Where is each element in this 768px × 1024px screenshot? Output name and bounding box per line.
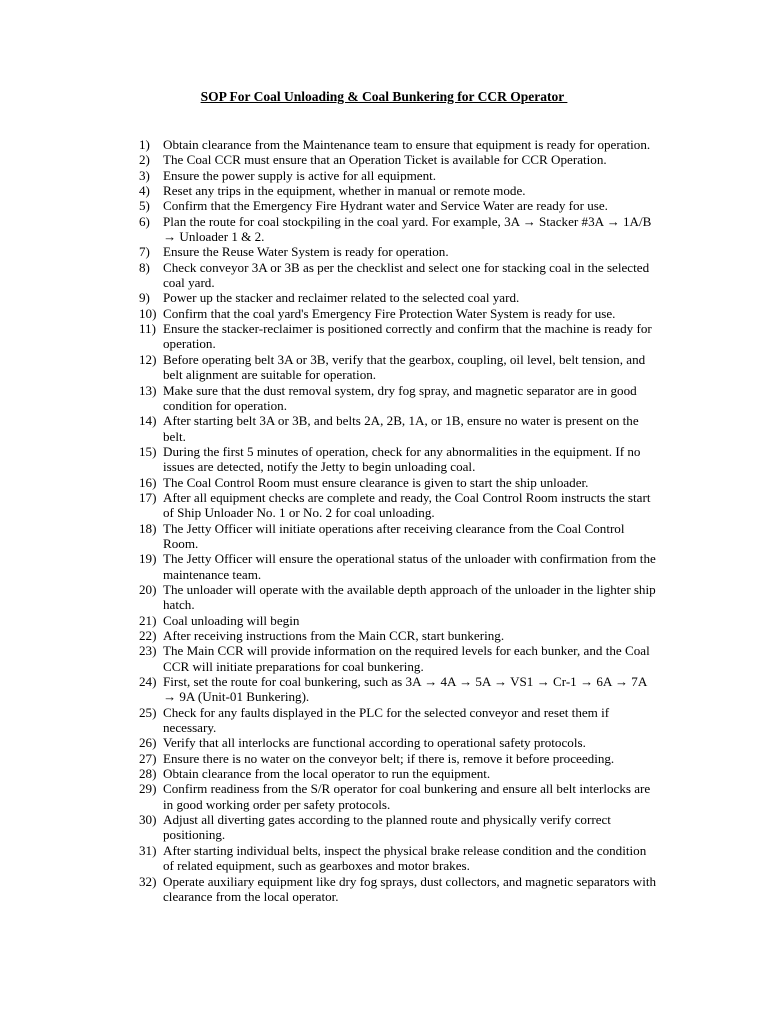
- procedure-step: [139, 751, 659, 766]
- step-number: 6): [139, 213, 150, 229]
- step-number: 29): [139, 781, 157, 797]
- procedure-step: [139, 643, 659, 674]
- procedure-step: [139, 306, 659, 321]
- procedure-step: [139, 444, 659, 475]
- step-number: 14): [139, 413, 157, 429]
- procedure-step: [139, 613, 659, 628]
- procedure-step: [139, 214, 659, 245]
- step-text: The Main CCR will provide information on the required levels for each bunker, and the Coal CCR will initiate preparations for coal bunkering.: [163, 643, 650, 674]
- step-text: After receiving instructions from the Main CCR, start bunkering.: [163, 628, 505, 643]
- step-text: Ensure the Reuse Water System is ready for operation.: [163, 244, 449, 260]
- step-number: 13): [139, 382, 157, 398]
- procedure-step: [139, 244, 659, 259]
- step-text: Power up the stacker and reclaimer related to the selected coal yard.: [163, 290, 520, 306]
- step-text: Make sure that the dust removal system, dry fog spray, and magnetic separator are in good condition for operation.: [163, 382, 637, 413]
- step-text: Check conveyor 3A or 3B as per the checklist and select one for stacking coal in the selected coal yard.: [163, 259, 650, 291]
- step-text: Confirm readiness from the S/R operator for coal bunkering and ensure all belt interlocks are in good working order per safety protocols.: [163, 781, 651, 812]
- step-number: 27): [139, 750, 157, 766]
- procedure-step: [139, 475, 659, 490]
- document-title: SOP For Coal Unloading & Coal Bunkering for CCR Operator: [200, 89, 568, 104]
- step-text: During the first 5 minutes of operation, check for any abnormalities in the equipment. If no issues are detected, notify the Jetty to begin unloading coal.: [163, 443, 641, 475]
- procedure-step: [139, 290, 659, 305]
- step-number: 20): [139, 581, 157, 597]
- procedure-steps-list: [139, 137, 659, 904]
- step-number: 25): [139, 704, 157, 720]
- step-number: 12): [139, 351, 157, 367]
- step-number: 5): [139, 198, 150, 214]
- step-number: 31): [139, 842, 157, 858]
- step-text: Confirm that the Emergency Fire Hydrant water and Service Water are ready for use.: [163, 198, 608, 214]
- procedure-step: [139, 198, 659, 213]
- procedure-step: [139, 260, 659, 291]
- procedure-step: [139, 490, 659, 521]
- step-text: Ensure the stacker-reclaimer is positioned correctly and confirm that the machine is ready for operation.: [163, 321, 652, 352]
- procedure-step: [139, 383, 659, 414]
- procedure-step: [139, 168, 659, 183]
- step-text: Confirm that the coal yard's Emergency Fire Protection Water System is ready for use.: [163, 305, 616, 321]
- procedure-step: [139, 843, 659, 874]
- step-number: 4): [139, 183, 150, 199]
- step-text: First, set the route for coal bunkering, such as 3A → 4A → 5A → VS1 → Cr-1 → 6A → 7A → 9A (Unit-01 Bunkering).: [163, 674, 647, 705]
- procedure-step: [139, 352, 659, 383]
- step-number: 1): [139, 137, 150, 152]
- procedure-step: [139, 183, 659, 198]
- step-number: 2): [139, 152, 150, 168]
- procedure-step: [139, 874, 659, 905]
- step-text: Before operating belt 3A or 3B, verify that the gearbox, coupling, oil level, belt tension, and belt alignment are suitable for operation.: [163, 351, 646, 383]
- step-text: After starting belt 3A or 3B, and belts 2A, 2B, 1A, or 1B, ensure no water is present on the belt.: [163, 413, 639, 444]
- procedure-step: [139, 781, 659, 812]
- step-number: 17): [139, 489, 157, 505]
- step-text: The Coal CCR must ensure that an Operation Ticket is available for CCR Operation.: [163, 152, 607, 168]
- step-text: The unloader will operate with the available depth approach of the unloader in the lighter ship hatch.: [163, 581, 656, 613]
- step-text: The Jetty Officer will initiate operations after receiving clearance from the Coal Control Room.: [163, 520, 625, 551]
- step-number: 11): [139, 321, 156, 337]
- step-number: 30): [139, 812, 157, 828]
- procedure-step: [139, 812, 659, 843]
- procedure-step: [139, 413, 659, 444]
- procedure-step: [139, 137, 659, 152]
- step-number: 28): [139, 766, 157, 782]
- procedure-step: [139, 521, 659, 552]
- procedure-step: [139, 582, 659, 613]
- procedure-step: [139, 152, 659, 167]
- step-number: 18): [139, 520, 157, 536]
- procedure-step: [139, 321, 659, 352]
- step-number: 26): [139, 735, 157, 751]
- step-number: 9): [139, 290, 150, 306]
- step-text: Check for any faults displayed in the PLC for the selected conveyor and reset them if necessary.: [163, 704, 610, 736]
- step-text: The Coal Control Room must ensure clearance is given to start the ship unloader.: [163, 474, 589, 490]
- step-number: 23): [139, 643, 157, 659]
- step-number: 22): [139, 628, 157, 643]
- step-number: 15): [139, 443, 157, 459]
- procedure-step: [139, 766, 659, 781]
- step-number: 21): [139, 612, 157, 628]
- procedure-step: [139, 628, 659, 643]
- step-number: 24): [139, 674, 157, 690]
- step-number: 7): [139, 244, 150, 260]
- step-text: Obtain clearance from the Maintenance team to ensure that equipment is ready for operation.: [163, 137, 651, 152]
- step-text: Coal unloading will begin: [163, 612, 300, 628]
- step-text: Obtain clearance from the local operator to run the equipment.: [163, 766, 491, 782]
- step-text: Plan the route for coal stockpiling in the coal yard. For example, 3A → Stacker #3A → 1A/B → Unloader 1 & 2.: [163, 213, 652, 245]
- step-text: After starting individual belts, inspect the physical brake release condition and the condition of related equipment, such as gearboxes and motor brakes.: [163, 842, 647, 874]
- procedure-step: [139, 705, 659, 736]
- step-text: Verify that all interlocks are functional according to operational safety protocols.: [163, 735, 586, 751]
- step-number: 8): [139, 259, 150, 275]
- step-text: After all equipment checks are complete and ready, the Coal Control Room instructs the start of Ship Unloader No. 1 or No. 2 for coal unloading.: [163, 489, 651, 521]
- step-text: Operate auxiliary equipment like dry fog sprays, dust collectors, and magnetic separators with clearance from the local operator.: [163, 873, 657, 904]
- procedure-step: [139, 674, 659, 705]
- step-number: 16): [139, 474, 157, 490]
- step-text: The Jetty Officer will ensure the operational status of the unloader with confirmation from the maintenance team.: [163, 551, 656, 582]
- step-text: Ensure there is no water on the conveyor belt; if there is, remove it before proceeding.: [163, 750, 615, 766]
- step-number: 19): [139, 551, 157, 567]
- procedure-step: [139, 551, 659, 582]
- step-number: 10): [139, 305, 157, 321]
- procedure-step: [139, 735, 659, 750]
- step-number: 3): [139, 167, 150, 183]
- step-number: 32): [139, 873, 157, 889]
- step-text: Adjust all diverting gates according to the planned route and physically verify correct positioning.: [163, 812, 611, 843]
- step-text: Ensure the power supply is active for all equipment.: [163, 167, 437, 183]
- step-text: Reset any trips in the equipment, whether in manual or remote mode.: [163, 183, 526, 199]
